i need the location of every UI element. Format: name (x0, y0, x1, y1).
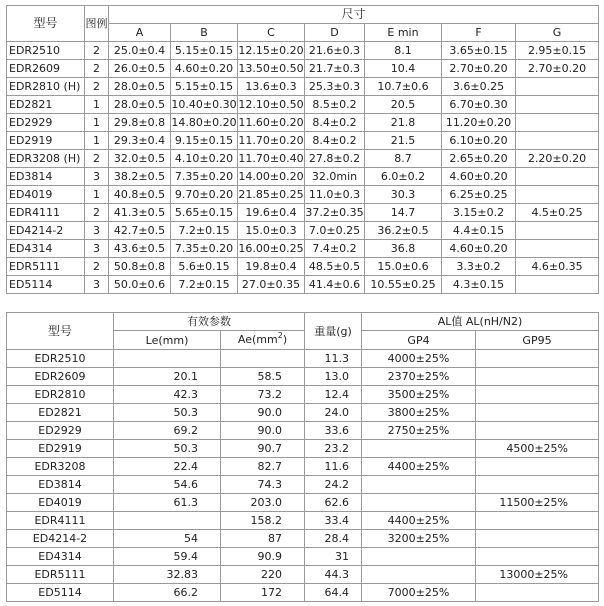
cell-gp4: 2370±25% (362, 368, 476, 386)
cell-fig: 2 (85, 60, 109, 78)
cell-e: 21.8 (365, 114, 442, 132)
table-row (7, 566, 599, 584)
cell-a: 32.0±0.5 (109, 150, 171, 168)
cell-ae: 220 (221, 566, 305, 584)
cell-c: 13.50±0.50 (238, 60, 305, 78)
cell-f: 3.65±0.15 (442, 42, 516, 60)
cell-d: 7.4±0.2 (305, 240, 365, 258)
cell-w: 12.4 (305, 386, 362, 404)
header-gp4: GP4 (362, 331, 476, 350)
cell-fig: 1 (85, 114, 109, 132)
header-ae-close: ) (282, 333, 288, 346)
cell-le: 61.3 (114, 494, 221, 512)
header-gp95: GP95 (476, 331, 599, 350)
cell-b: 14.80±0.20 (171, 114, 238, 132)
cell-f: 4.4±0.15 (442, 222, 516, 240)
cell-ae: 74.3 (221, 476, 305, 494)
cell-gp4: 3200±25% (362, 530, 476, 548)
cell-w: 44.3 (305, 566, 362, 584)
header-col-e: E min (365, 24, 442, 42)
cell-model: EDR2810 (7, 386, 114, 404)
cell-c: 15.0±0.3 (238, 222, 305, 240)
cell-gp95: 4500±25% (476, 440, 599, 458)
cell-model: ED2821 (7, 96, 85, 114)
header-al-value: AL值 AL(nH/N2) (362, 313, 599, 331)
cell-g (516, 240, 599, 258)
cell-b: 4.10±0.20 (171, 150, 238, 168)
cell-f: 4.60±0.20 (442, 240, 516, 258)
header-weight: 重量(g) (305, 313, 362, 350)
table-row (7, 240, 599, 258)
parameters-table (6, 312, 599, 602)
cell-c: 27.0±0.35 (238, 276, 305, 294)
cell-d: 27.8±0.2 (305, 150, 365, 168)
table-row (7, 204, 599, 222)
cell-e: 10.7±0.6 (365, 78, 442, 96)
cell-gp4 (362, 494, 476, 512)
header-model: 型号 (7, 6, 85, 42)
cell-f: 6.70±0.30 (442, 96, 516, 114)
cell-w: 33.6 (305, 422, 362, 440)
cell-w: 11.6 (305, 458, 362, 476)
cell-a: 29.3±0.4 (109, 132, 171, 150)
cell-le: 50.3 (114, 404, 221, 422)
cell-le: 54.6 (114, 476, 221, 494)
cell-w: 28.4 (305, 530, 362, 548)
cell-le: 69.2 (114, 422, 221, 440)
cell-gp95 (476, 368, 599, 386)
cell-a: 25.0±0.4 (109, 42, 171, 60)
header-le: Le(mm) (114, 331, 221, 350)
cell-g (516, 222, 599, 240)
cell-a: 50.0±0.6 (109, 276, 171, 294)
cell-d: 7.0±0.25 (305, 222, 365, 240)
table-row (7, 476, 599, 494)
cell-b: 5.15±0.15 (171, 78, 238, 96)
cell-le: 54 (114, 530, 221, 548)
cell-le: 50.3 (114, 440, 221, 458)
cell-e: 8.7 (365, 150, 442, 168)
header-col-f: F (442, 24, 516, 42)
cell-w: 62.6 (305, 494, 362, 512)
cell-ae: 203.0 (221, 494, 305, 512)
dimensions-table (6, 5, 599, 294)
cell-gp95 (476, 476, 599, 494)
cell-le: 20.1 (114, 368, 221, 386)
cell-c: 14.00±0.20 (238, 168, 305, 186)
cell-model: EDR2609 (7, 368, 114, 386)
cell-d: 37.2±0.35 (305, 204, 365, 222)
cell-model: ED4019 (7, 494, 114, 512)
cell-model: ED2929 (7, 422, 114, 440)
table-row (7, 96, 599, 114)
cell-c: 13.6±0.3 (238, 78, 305, 96)
cell-c: 12.10±0.50 (238, 96, 305, 114)
cell-d: 11.0±0.3 (305, 186, 365, 204)
cell-b: 4.60±0.20 (171, 60, 238, 78)
table-row (7, 494, 599, 512)
cell-d: 41.4±0.6 (305, 276, 365, 294)
cell-b: 5.15±0.15 (171, 42, 238, 60)
cell-le (114, 350, 221, 368)
table-row (7, 584, 599, 602)
table-row (7, 114, 599, 132)
cell-g (516, 132, 599, 150)
table-row (7, 222, 599, 240)
cell-a: 43.6±0.5 (109, 240, 171, 258)
cell-g (516, 276, 599, 294)
table-row (7, 422, 599, 440)
cell-model: EDR2609 (7, 60, 85, 78)
cell-g (516, 186, 599, 204)
table-row (7, 350, 599, 368)
cell-model: ED2919 (7, 132, 85, 150)
cell-gp95 (476, 458, 599, 476)
cell-fig: 2 (85, 42, 109, 60)
cell-ae: 158.2 (221, 512, 305, 530)
cell-d: 25.3±0.3 (305, 78, 365, 96)
cell-model: ED4019 (7, 186, 85, 204)
cell-ae: 73.2 (221, 386, 305, 404)
cell-b: 9.15±0.15 (171, 132, 238, 150)
header-figure: 图例 (85, 6, 109, 42)
cell-gp4 (362, 566, 476, 584)
cell-model: ED3814 (7, 476, 114, 494)
cell-e: 8.1 (365, 42, 442, 60)
cell-e: 30.3 (365, 186, 442, 204)
cell-g: 2.20±0.20 (516, 150, 599, 168)
header-model: 型号 (7, 313, 114, 350)
cell-d: 8.4±0.2 (305, 132, 365, 150)
cell-f: 6.10±0.20 (442, 132, 516, 150)
cell-g (516, 96, 599, 114)
table-row (7, 60, 599, 78)
header-ae-superscript: 2 (277, 331, 283, 340)
table-row (7, 368, 599, 386)
cell-gp4: 4000±25% (362, 350, 476, 368)
cell-fig: 3 (85, 276, 109, 294)
table-row (7, 42, 599, 60)
cell-d: 21.7±0.3 (305, 60, 365, 78)
cell-b: 9.70±0.20 (171, 186, 238, 204)
cell-e: 15.0±0.6 (365, 258, 442, 276)
cell-f: 3.6±0.25 (442, 78, 516, 96)
header-ae-text: Ae(mm (237, 333, 278, 346)
cell-gp95 (476, 404, 599, 422)
cell-gp4: 2750±25% (362, 422, 476, 440)
table-row (7, 404, 599, 422)
cell-e: 20.5 (365, 96, 442, 114)
cell-model: EDR4111 (7, 204, 85, 222)
cell-a: 42.7±0.5 (109, 222, 171, 240)
cell-model: EDR5111 (7, 566, 114, 584)
cell-model: ED5114 (7, 584, 114, 602)
cell-f: 4.60±0.20 (442, 168, 516, 186)
cell-a: 40.8±0.5 (109, 186, 171, 204)
cell-ae: 90.7 (221, 440, 305, 458)
cell-d: 48.5±0.5 (305, 258, 365, 276)
cell-fig: 1 (85, 132, 109, 150)
cell-g (516, 168, 599, 186)
cell-c: 11.60±0.20 (238, 114, 305, 132)
cell-c: 12.15±0.20 (238, 42, 305, 60)
cell-g: 2.70±0.20 (516, 60, 599, 78)
cell-g (516, 78, 599, 96)
cell-f: 4.3±0.15 (442, 276, 516, 294)
cell-le: 66.2 (114, 584, 221, 602)
cell-a: 28.0±0.5 (109, 78, 171, 96)
cell-w: 33.4 (305, 512, 362, 530)
cell-model: EDR3208 (7, 458, 114, 476)
cell-c: 19.6±0.4 (238, 204, 305, 222)
cell-e: 10.55±0.25 (365, 276, 442, 294)
cell-gp4 (362, 440, 476, 458)
table-row (7, 276, 599, 294)
cell-model: ED3814 (7, 168, 85, 186)
cell-d: 8.5±0.2 (305, 96, 365, 114)
cell-gp4: 7000±25% (362, 584, 476, 602)
cell-model: ED2919 (7, 440, 114, 458)
cell-gp95 (476, 512, 599, 530)
header-ae (221, 331, 305, 350)
cell-c: 19.8±0.4 (238, 258, 305, 276)
cell-ae: 90.0 (221, 404, 305, 422)
header-col-d: D (305, 24, 365, 42)
cell-f: 11.20±0.20 (442, 114, 516, 132)
table-row (7, 258, 599, 276)
table-row (7, 512, 599, 530)
cell-fig: 2 (85, 150, 109, 168)
cell-gp4 (362, 476, 476, 494)
cell-w: 64.4 (305, 584, 362, 602)
cell-gp95: 13000±25% (476, 566, 599, 584)
cell-fig: 3 (85, 240, 109, 258)
cell-gp95 (476, 422, 599, 440)
cell-b: 7.2±0.15 (171, 222, 238, 240)
cell-model: ED4314 (7, 240, 85, 258)
cell-fig: 2 (85, 204, 109, 222)
cell-le (114, 512, 221, 530)
cell-w: 24.0 (305, 404, 362, 422)
cell-b: 7.35±0.20 (171, 168, 238, 186)
cell-gp95 (476, 350, 599, 368)
cell-f: 3.15±0.2 (442, 204, 516, 222)
cell-g: 4.5±0.25 (516, 204, 599, 222)
cell-d: 21.6±0.3 (305, 42, 365, 60)
header-dimensions: 尺寸 (109, 6, 599, 24)
table-row (7, 186, 599, 204)
cell-model: EDR2810 (H) (7, 78, 85, 96)
cell-ae: 172 (221, 584, 305, 602)
cell-ae: 58.5 (221, 368, 305, 386)
cell-le: 59.4 (114, 548, 221, 566)
cell-f: 3.3±0.2 (442, 258, 516, 276)
cell-f: 6.25±0.25 (442, 186, 516, 204)
cell-e: 36.2±0.5 (365, 222, 442, 240)
cell-gp95 (476, 386, 599, 404)
cell-e: 21.5 (365, 132, 442, 150)
cell-b: 10.40±0.30 (171, 96, 238, 114)
table-row (7, 168, 599, 186)
cell-ae: 82.7 (221, 458, 305, 476)
cell-a: 29.8±0.8 (109, 114, 171, 132)
cell-gp4: 3500±25% (362, 386, 476, 404)
cell-g (516, 114, 599, 132)
cell-e: 36.8 (365, 240, 442, 258)
cell-e: 6.0±0.2 (365, 168, 442, 186)
cell-model: ED2821 (7, 404, 114, 422)
cell-e: 10.4 (365, 60, 442, 78)
cell-b: 5.6±0.15 (171, 258, 238, 276)
cell-a: 28.0±0.5 (109, 96, 171, 114)
header-col-a: A (109, 24, 171, 42)
cell-model: ED5114 (7, 276, 85, 294)
cell-gp95 (476, 548, 599, 566)
table-row (7, 150, 599, 168)
header-col-g: G (516, 24, 599, 42)
header-col-c: C (238, 24, 305, 42)
cell-b: 5.65±0.15 (171, 204, 238, 222)
cell-f: 2.70±0.20 (442, 60, 516, 78)
cell-a: 38.2±0.5 (109, 168, 171, 186)
cell-le: 22.4 (114, 458, 221, 476)
header-effective-params: 有效参数 (114, 313, 305, 331)
cell-le: 32.83 (114, 566, 221, 584)
cell-b: 7.2±0.15 (171, 276, 238, 294)
cell-model: EDR2510 (7, 350, 114, 368)
cell-ae (221, 350, 305, 368)
cell-model: ED4314 (7, 548, 114, 566)
table-row (7, 386, 599, 404)
table-row (7, 548, 599, 566)
cell-w: 23.2 (305, 440, 362, 458)
table-row (7, 530, 599, 548)
cell-e: 14.7 (365, 204, 442, 222)
cell-w: 31 (305, 548, 362, 566)
cell-ae: 90.0 (221, 422, 305, 440)
cell-fig: 3 (85, 222, 109, 240)
table-row (7, 78, 599, 96)
cell-w: 13.0 (305, 368, 362, 386)
cell-f: 2.65±0.20 (442, 150, 516, 168)
cell-model: ED4214-2 (7, 222, 85, 240)
cell-c: 11.70±0.20 (238, 132, 305, 150)
cell-ae: 87 (221, 530, 305, 548)
cell-w: 24.2 (305, 476, 362, 494)
cell-model: EDR3208 (H) (7, 150, 85, 168)
table-row (7, 458, 599, 476)
cell-fig: 1 (85, 186, 109, 204)
cell-d: 8.4±0.2 (305, 114, 365, 132)
cell-model: EDR2510 (7, 42, 85, 60)
cell-a: 26.0±0.5 (109, 60, 171, 78)
cell-c: 11.70±0.40 (238, 150, 305, 168)
cell-g: 2.95±0.15 (516, 42, 599, 60)
cell-gp4: 3800±25% (362, 404, 476, 422)
cell-fig: 2 (85, 78, 109, 96)
cell-gp95 (476, 530, 599, 548)
cell-fig: 3 (85, 168, 109, 186)
cell-g: 4.6±0.35 (516, 258, 599, 276)
cell-model: ED2929 (7, 114, 85, 132)
cell-le: 42.3 (114, 386, 221, 404)
table-row (7, 440, 599, 458)
cell-gp4: 4400±25% (362, 458, 476, 476)
cell-d: 32.0min (305, 168, 365, 186)
cell-a: 50.8±0.8 (109, 258, 171, 276)
cell-w: 11.3 (305, 350, 362, 368)
cell-gp95 (476, 584, 599, 602)
cell-gp4: 4400±25% (362, 512, 476, 530)
cell-gp4 (362, 548, 476, 566)
cell-c: 16.00±0.25 (238, 240, 305, 258)
cell-model: EDR5111 (7, 258, 85, 276)
cell-a: 41.3±0.5 (109, 204, 171, 222)
cell-model: ED4214-2 (7, 530, 114, 548)
cell-fig: 2 (85, 258, 109, 276)
cell-model: EDR4111 (7, 512, 114, 530)
table-row (7, 132, 599, 150)
cell-gp95: 11500±25% (476, 494, 599, 512)
cell-c: 21.85±0.25 (238, 186, 305, 204)
cell-b: 7.35±0.20 (171, 240, 238, 258)
cell-fig: 1 (85, 96, 109, 114)
header-col-b: B (171, 24, 238, 42)
cell-ae: 90.9 (221, 548, 305, 566)
